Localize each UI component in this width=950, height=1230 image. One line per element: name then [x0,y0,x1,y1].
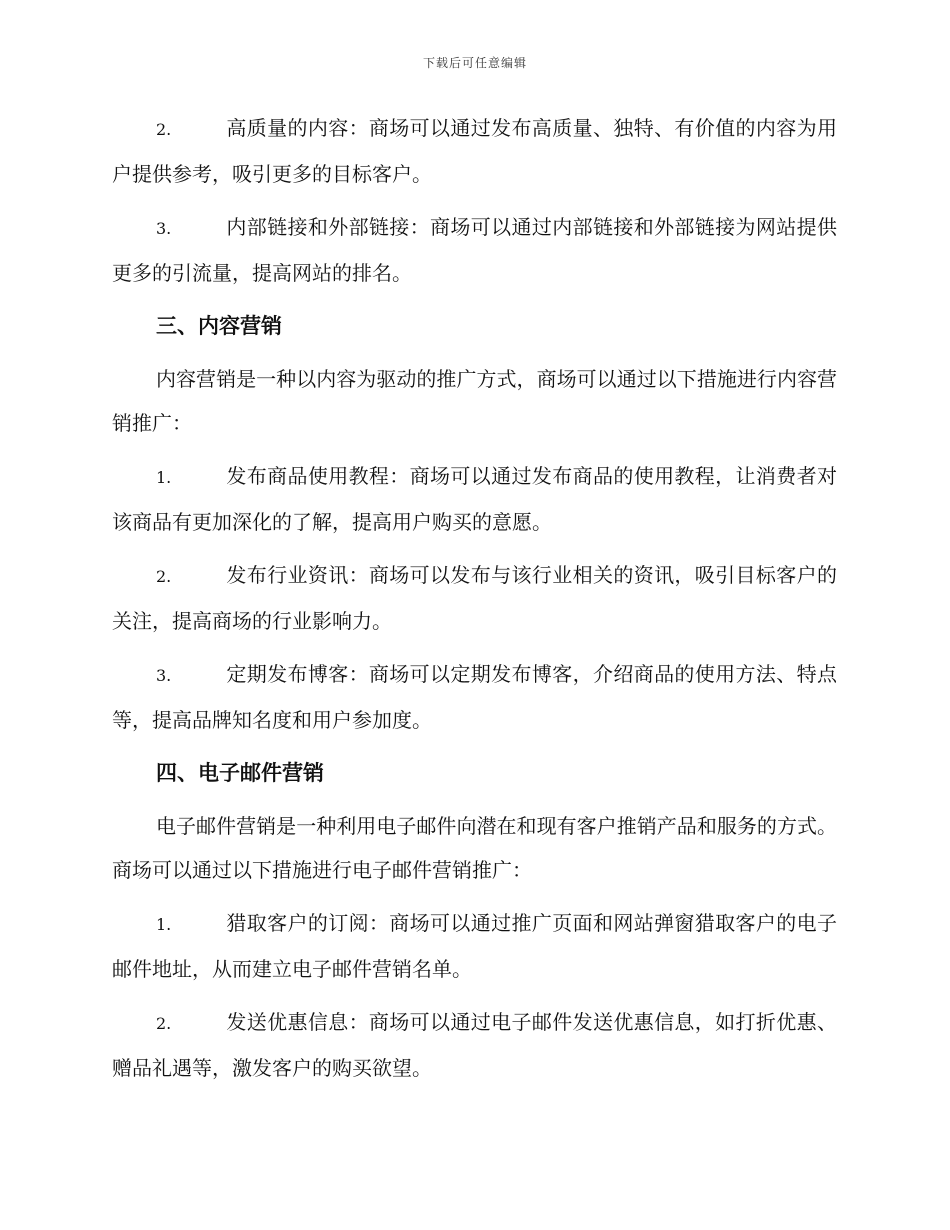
list-item-text: 高质量的内容：商场可以通过发布高质量、独特、有价值的内容为用户提供参考，吸引更多的目标客户。 [112,116,837,186]
list-item-number: 3. [156,219,172,238]
list-item [112,901,837,991]
list-item [112,454,837,544]
list-item-number: 3. [156,666,172,685]
list-item [112,205,837,295]
list-item-text: 发送优惠信息：商场可以通过电子邮件发送优惠信息，如打折优惠、赠品礼遇等，激发客户的购买欲望。 [112,1010,837,1080]
list-item-number: 1. [156,468,172,487]
list-item [112,553,837,643]
section-intro: 内容营销是一种以内容为驱动的推广方式，商场可以通过以下措施进行内容营销推广： [112,367,837,435]
list-item-text: 猎取客户的订阅：商场可以通过推广页面和网站弹窗猎取客户的电子邮件地址，从而建立电子邮件营销名单。 [112,911,837,981]
list-item-text: 内部链接和外部链接：商场可以通过内部链接和外部链接为网站提供更多的引流量，提高网站的排名。 [112,215,837,285]
list-item [112,1000,837,1090]
list-item-number: 2. [156,567,172,586]
section-heading-content-marketing: 三、内容营销 [156,314,282,338]
list-item-text: 发布行业资讯：商场可以发布与该行业相关的资讯，吸引目标客户的关注，提高商场的行业影响力。 [112,563,837,633]
section-intro: 电子邮件营销是一种利用电子邮件向潜在和现有客户推销产品和服务的方式。商场可以通过以下措施进行电子邮件营销推广： [112,814,837,882]
page-header-note: 下载后可任意编辑 [422,56,527,70]
list-item-number: 2. [156,120,172,139]
list-item-number: 1. [156,915,172,934]
list-item-text: 定期发布博客：商场可以定期发布博客，介绍商品的使用方法、特点等，提高品牌知名度和用户参加度。 [112,662,837,732]
list-item [112,106,837,196]
list-item-number: 2. [156,1014,172,1033]
section-heading-email-marketing: 四、电子邮件营销 [156,761,324,785]
list-item-text: 发布商品使用教程：商场可以通过发布商品的使用教程，让消费者对该商品有更加深化的了解，提高用户购买的意愿。 [112,464,837,534]
document-body [112,106,837,1099]
list-item [112,652,837,742]
